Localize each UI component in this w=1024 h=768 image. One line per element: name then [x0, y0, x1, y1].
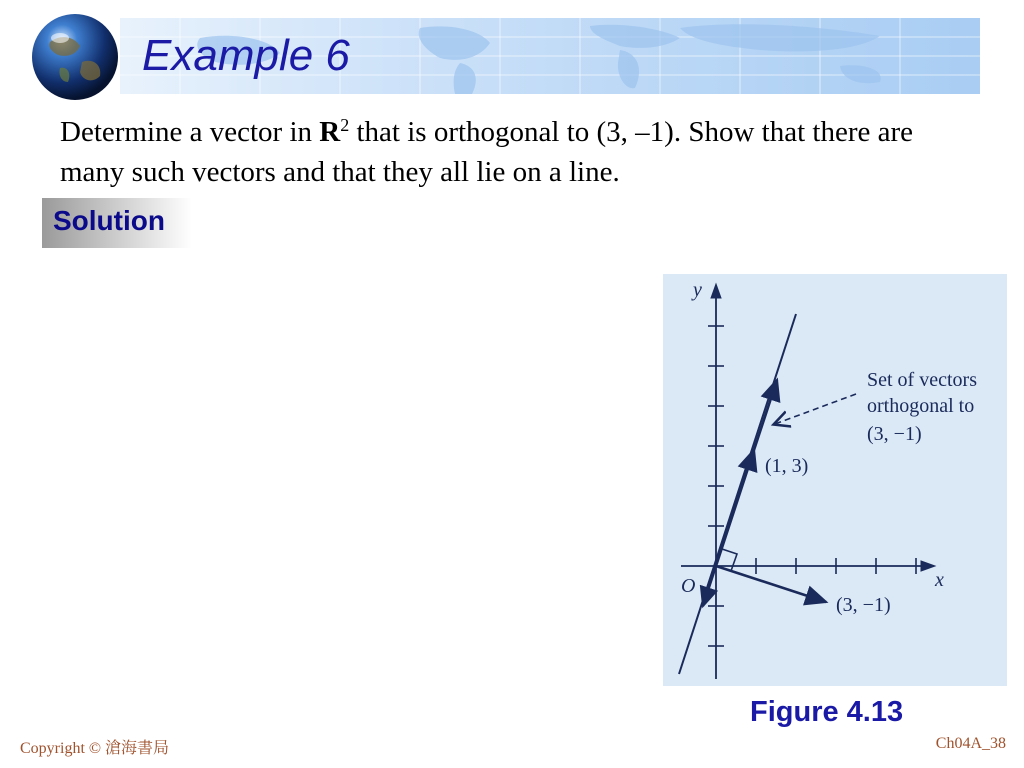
orthogonal-vectors-diagram — [663, 274, 1007, 686]
line-arrow-down — [703, 566, 716, 606]
y-axis-arrow-icon — [711, 284, 721, 298]
y-axis-label: y — [693, 279, 702, 301]
solution-heading — [42, 198, 192, 248]
orthogonal-line — [679, 314, 796, 674]
annotation-line-3: (3, −1) — [867, 423, 922, 445]
figure-caption: Figure 4.13 — [750, 696, 904, 728]
annotation-arrow — [775, 394, 856, 424]
slide-title: Example 6 — [142, 31, 350, 80]
line-arrow-up — [754, 380, 777, 450]
problem-text-start: Determine a vector in — [60, 116, 320, 148]
x-axis-arrow-icon — [921, 561, 935, 571]
copyright-footer: Copyright © 滄海書局 — [20, 740, 170, 757]
vector-3-minus-1 — [716, 566, 826, 602]
annotation-line-1: Set of vectors — [867, 369, 977, 391]
vector-1-3-label: (1, 3) — [765, 455, 809, 477]
x-axis-label: x — [935, 569, 944, 591]
globe-icon — [30, 12, 120, 102]
annotation-line-2: orthogonal to — [867, 395, 975, 417]
slide-number: Ch04A_38 — [935, 735, 1006, 752]
problem-exponent: 2 — [340, 115, 350, 135]
problem-text-end: that is orthogonal to (3, –1). Show that there are many such vectors and that they all lie on a line. — [60, 116, 913, 188]
vector-3-minus-1-label: (3, −1) — [836, 594, 891, 616]
problem-set-symbol: R — [319, 116, 341, 148]
vector-1-3 — [716, 450, 754, 566]
figure-panel — [663, 274, 1007, 686]
solution-label: Solution — [53, 205, 165, 236]
problem-statement — [60, 112, 980, 192]
origin-label: O — [681, 575, 696, 597]
